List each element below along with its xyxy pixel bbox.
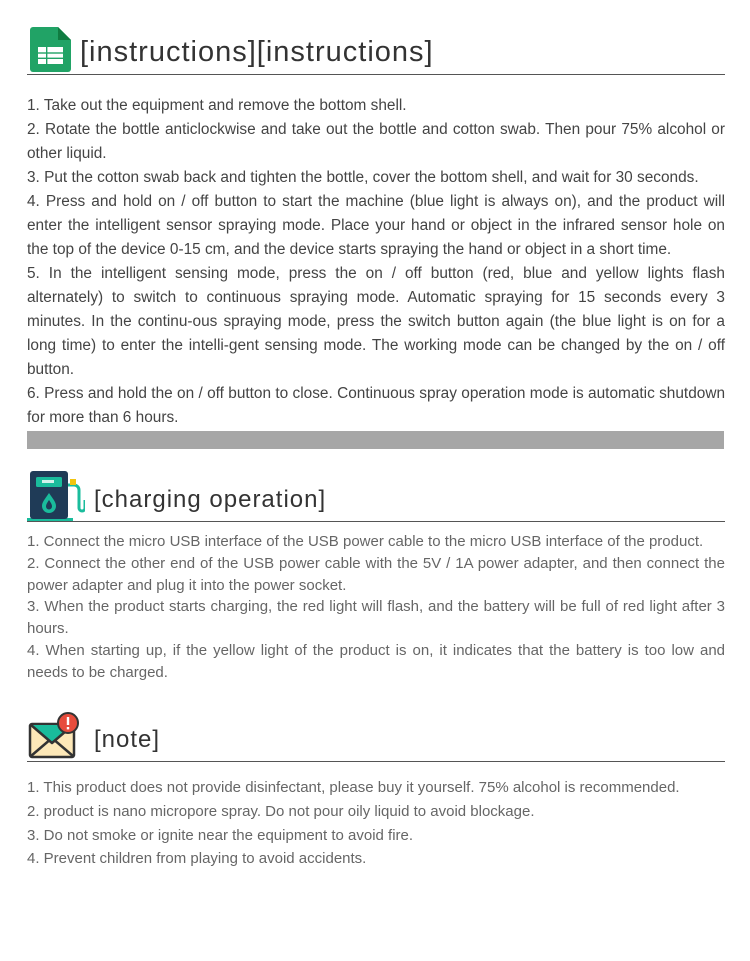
- instruction-item: 6. Press and hold the on / off button to close. Continuous spray operation mode is automatic shutdown for more than 6 hours.: [27, 385, 725, 426]
- instructions-title: [instructions][instructions]: [80, 36, 434, 68]
- instruction-item: 5. In the intelligent sensing mode, press the on / off button (red, blue and yellow lights flash alternately) to switch to continuous spraying mode. Automatic spraying for 15 seconds every 3 minutes. In the continu-ous spraying mode, press the switch button again (the blue light is on for a long time) to enter the intelli-gent sensing mode. The working mode can be changed by the on / off button.: [27, 265, 725, 378]
- charging-station-icon: [27, 469, 85, 523]
- note-title: [note]: [94, 726, 161, 753]
- charging-list: [27, 531, 725, 684]
- mail-alert-icon: [28, 712, 80, 760]
- spreadsheet-icon: [30, 27, 71, 72]
- instruction-item: 3. Put the cotton swab back and tighten the bottle, cover the bottom shell, and wait for 30 seconds.: [27, 169, 699, 186]
- note-rule: [27, 761, 725, 762]
- instruction-item: 2. Rotate the bottle anticlockwise and take out the bottle and cotton swab. Then pour 75% alcohol or other liquid.: [27, 121, 725, 162]
- instructions-rule: [27, 74, 725, 75]
- charging-item: 3. When the product starts charging, the red light will flash, and the battery will be full of red light after 3 hours.: [27, 598, 725, 638]
- charging-rule: [27, 521, 725, 522]
- charging-title: [charging operation]: [94, 486, 327, 513]
- charging-item: 1. Connect the micro USB interface of the USB power cable to the micro USB interface of the product.: [27, 533, 704, 550]
- charging-item: 4. When starting up, if the yellow light of the product is on, it indicates that the battery is too low and needs to be charged.: [27, 641, 725, 681]
- note-item: 1. This product does not provide disinfectant, please buy it yourself. 75% alcohol is recommended.: [27, 779, 680, 796]
- note-item: 3. Do not smoke or ignite near the equipment to avoid fire.: [27, 826, 414, 844]
- instruction-item: 1. Take out the equipment and remove the bottom shell.: [27, 97, 407, 114]
- note-item: 2. product is nano micropore spray. Do not pour oily liquid to avoid blockage.: [27, 802, 535, 820]
- note-item: 4. Prevent children from playing to avoid accidents.: [27, 850, 367, 868]
- section-divider-bar: [27, 431, 724, 449]
- charging-item: 2. Connect the other end of the USB power cable with the 5V / 1A power adapter, and then connect the power adapter and plug it into the power socket.: [27, 554, 725, 594]
- instructions-list: [27, 94, 725, 430]
- instruction-item: 4. Press and hold on / off button to start the machine (blue light is always on), and the product will enter the intelligent sensor spraying mode. Place your hand or object in the infrared sensor hole on the top of the device 0-15 cm, and the device starts spraying the hand or object in a short time.: [27, 193, 725, 258]
- note-list: [27, 776, 725, 871]
